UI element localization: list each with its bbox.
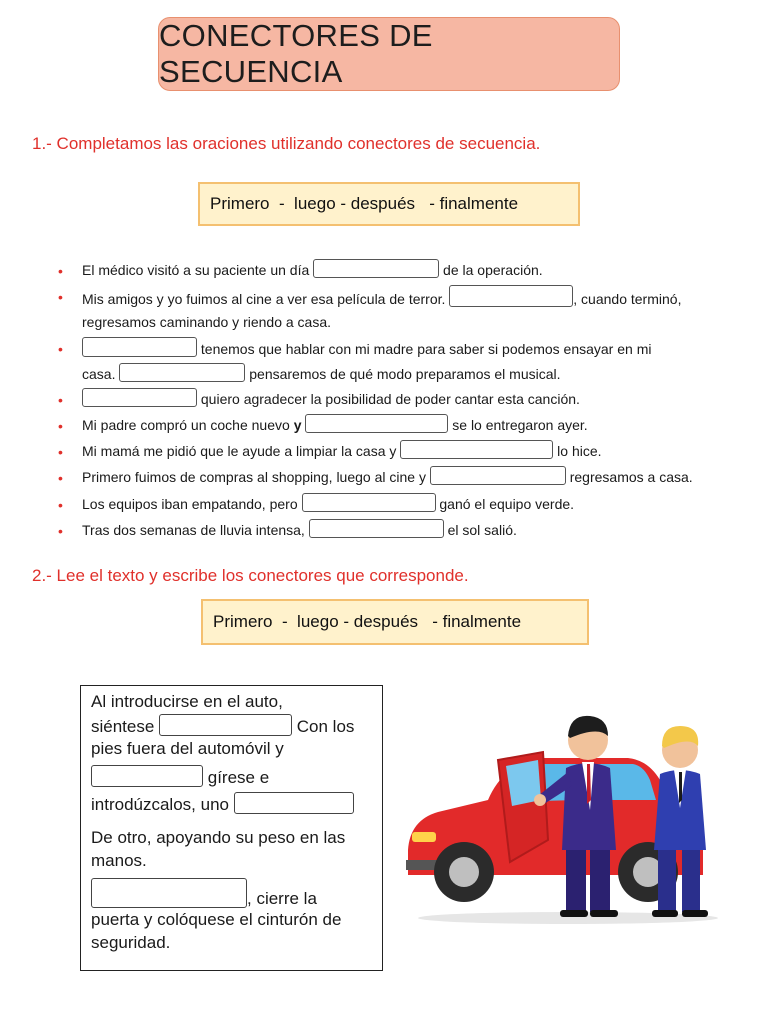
- answer-blank-9[interactable]: [302, 493, 436, 512]
- bullet: •: [58, 418, 63, 434]
- bullet: •: [58, 497, 63, 513]
- bullet: •: [58, 470, 63, 486]
- text-line-9: puerta y colóquese el cinturón de: [91, 910, 342, 929]
- answer-blank-4[interactable]: [119, 363, 245, 382]
- text-answer-blank-4[interactable]: [91, 878, 247, 908]
- answer-blank-1[interactable]: [313, 259, 439, 278]
- car-salesmen-illustration: [398, 700, 738, 930]
- answer-blank-5[interactable]: [82, 388, 197, 407]
- section-2-heading: 2.- Lee el texto y escribe los conectores que corresponde.: [32, 566, 469, 585]
- sentence-7: Primero fuimos de compras al shopping, luego al cine y regresamos a casa.: [82, 466, 693, 487]
- sentence-6: Mi mamá me pidió que le ayude a limpiar la casa y lo hice.: [82, 440, 602, 461]
- text-line-5: introdúzcalos, uno: [91, 792, 354, 816]
- reading-text-box: [80, 685, 383, 971]
- text-line-8: , cierre la: [91, 878, 317, 910]
- text-answer-blank-3[interactable]: [234, 792, 354, 814]
- sentence-9: Tras dos semanas de lluvia intensa, el sol salió.: [82, 519, 517, 540]
- bullet: •: [58, 444, 63, 460]
- answer-blank-7[interactable]: [400, 440, 553, 459]
- answer-blank-10[interactable]: [309, 519, 444, 538]
- answer-blank-8[interactable]: [430, 466, 566, 485]
- text-answer-blank-2[interactable]: [91, 765, 203, 787]
- sentence-2-continued: regresamos caminando y riendo a casa.: [82, 314, 332, 330]
- answer-blank-3[interactable]: [82, 337, 197, 357]
- section-1-heading: 1.- Completamos las oraciones utilizando conectores de secuencia.: [32, 134, 541, 153]
- text-line-10: seguridad.: [91, 933, 171, 952]
- sentence-3-continued: casa. pensaremos de qué modo preparamos el musical.: [82, 363, 561, 384]
- answer-blank-2[interactable]: [449, 285, 573, 307]
- word-bank-2: Primero - luego - después - finalmente: [201, 599, 589, 645]
- bullet: •: [58, 341, 63, 357]
- sentence-4: quiero agradecer la posibilidad de poder cantar esta canción.: [82, 388, 580, 409]
- text-line-3: pies fuera del automóvil y: [91, 739, 284, 758]
- salesman-icon: [652, 726, 708, 917]
- sentence-5: Mi padre compró un coche nuevo y se lo entregaron ayer.: [82, 414, 588, 435]
- bullet: •: [58, 289, 63, 305]
- sentence-8: Los equipos iban empatando, pero ganó el equipo verde.: [82, 493, 574, 514]
- text-line-7: manos.: [91, 851, 147, 870]
- word-bank-1: Primero - luego - después - finalmente: [198, 182, 580, 226]
- worksheet-title: CONECTORES DE SECUENCIA: [158, 17, 620, 91]
- bullet: •: [58, 263, 63, 279]
- bullet: •: [58, 523, 63, 539]
- answer-blank-6[interactable]: [305, 414, 448, 433]
- text-line-2: siéntese Con los: [91, 714, 354, 738]
- text-line-4: gírese e: [91, 765, 269, 789]
- headlight-icon: [412, 832, 436, 842]
- text-line-1: Al introducirse en el auto,: [91, 692, 283, 711]
- bullet: •: [58, 392, 63, 408]
- sentence-1: El médico visitó a su paciente un día de la operación.: [82, 259, 543, 280]
- sentence-3: tenemos que hablar con mi madre para saber si podemos ensayar en mi: [82, 337, 651, 359]
- text-answer-blank-1[interactable]: [159, 714, 292, 736]
- text-line-6: De otro, apoyando su peso en las: [91, 828, 346, 847]
- sentence-2: Mis amigos y yo fuimos al cine a ver esa película de terror. , cuando terminó,: [82, 285, 681, 309]
